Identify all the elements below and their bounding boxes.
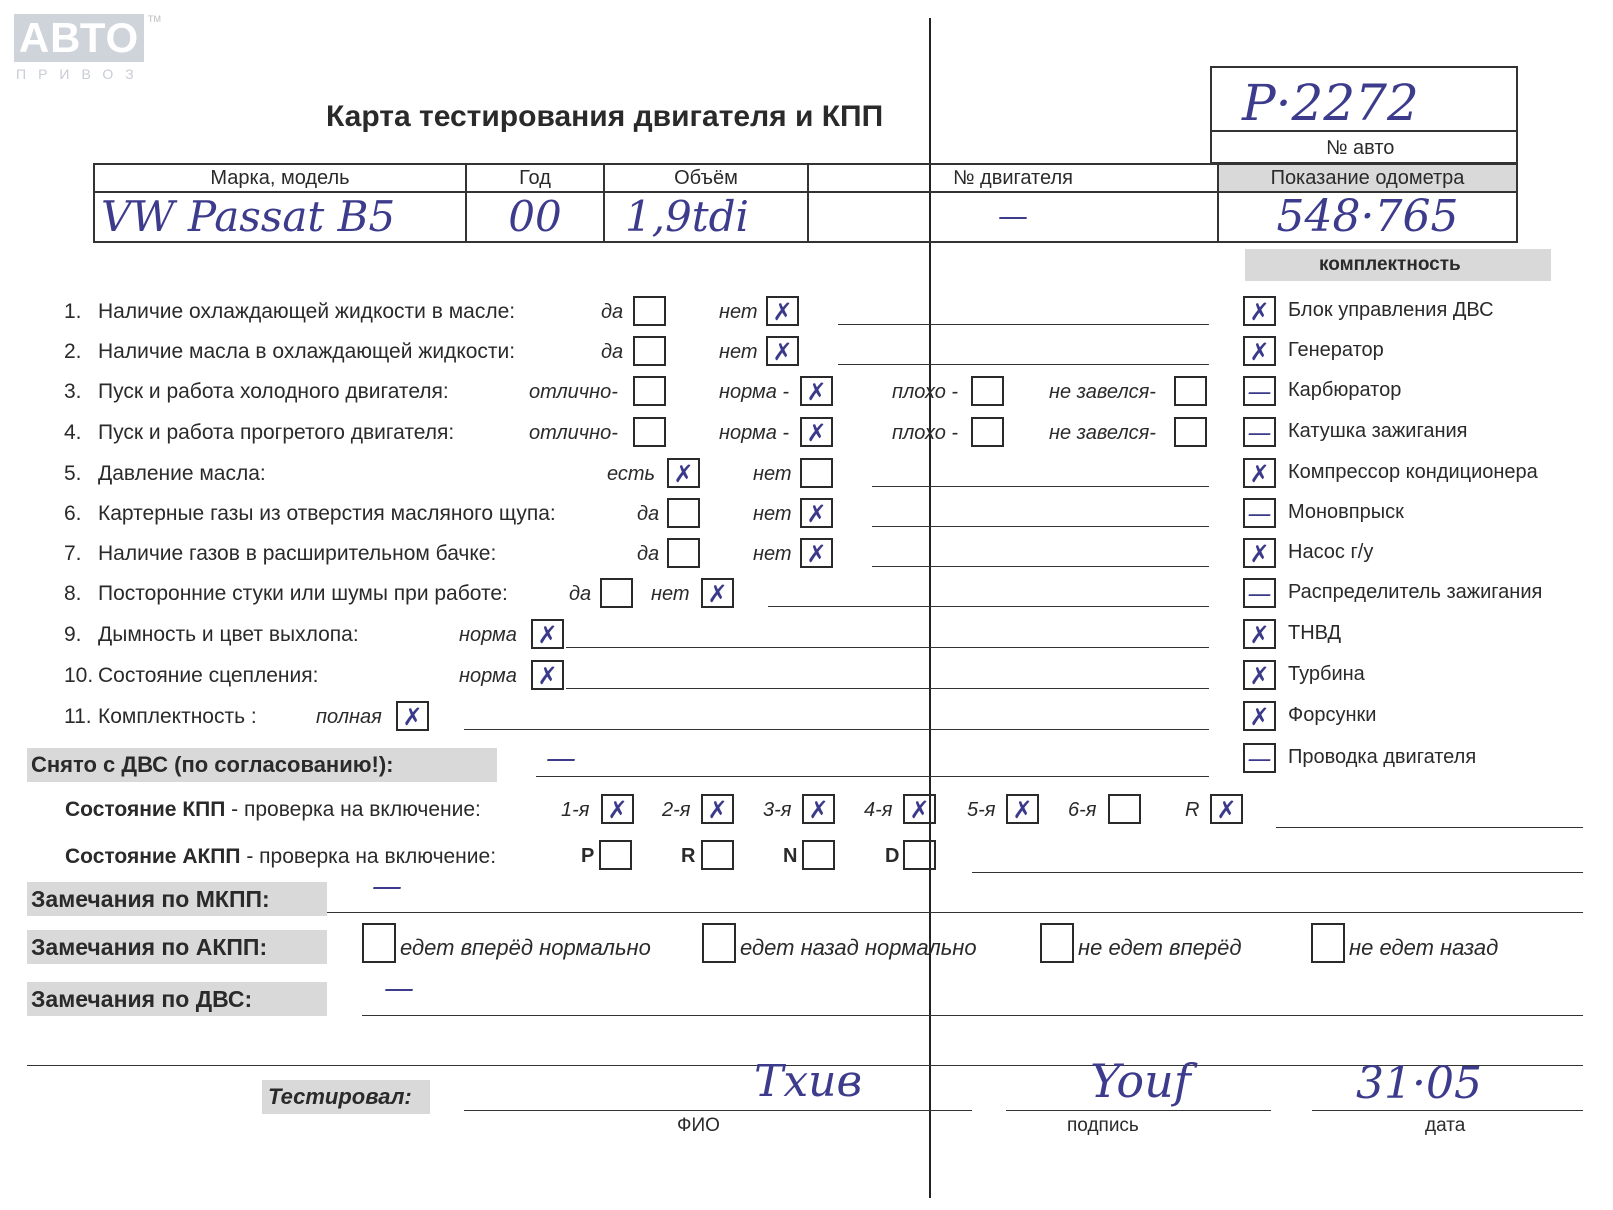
removed-line [536, 776, 1209, 777]
check-number: 1. [64, 300, 82, 323]
check-option-1-box-mark: ✗ [537, 621, 558, 649]
check-label: Комплектность : [98, 705, 257, 728]
check-option-1-box[interactable] [667, 458, 700, 488]
check-number: 7. [64, 542, 82, 565]
check-option-2-box[interactable] [701, 578, 734, 608]
check-label: Наличие масла в охлаждающей жидкости: [98, 340, 516, 363]
check-option-1-box-mark: ✗ [537, 662, 558, 690]
check-option-2-box[interactable] [800, 417, 833, 447]
akpp-remark-checkbox[interactable] [1311, 923, 1345, 963]
check-option-1: да [601, 341, 624, 363]
kpp-gear-label: 5-я [967, 799, 996, 821]
kpp-gear-label: 2-я [662, 799, 691, 821]
check-number: 9. [64, 623, 82, 646]
check-option-2: нет [719, 301, 758, 323]
kit-item-label: Блок управления ДВС [1288, 299, 1494, 321]
kit-checkbox-mark: ✗ [1249, 540, 1270, 568]
kit-checkbox-mark: — [1247, 580, 1272, 608]
akpp-position-checkbox[interactable] [903, 840, 936, 870]
check-option-3: плохо - [892, 381, 959, 403]
check-label: Пуск и работа холодного двигателя: [98, 380, 449, 403]
akpp-remark-option-label: не едет вперёд [1078, 935, 1242, 960]
akpp-remark-option-label: едет вперёд нормально [400, 935, 651, 960]
volume-value [604, 192, 808, 242]
col-year-header: Год [466, 164, 604, 192]
kit-item-label: Распределитель зажигания [1288, 581, 1543, 603]
kpp-gear-label: 1-я [561, 799, 590, 821]
check-label: Посторонние стуки или шумы при работе: [98, 582, 508, 605]
check-option-2: нет [753, 463, 792, 485]
check-number: 2. [64, 340, 82, 363]
check-option-4: не завелся- [1049, 422, 1156, 444]
check-option-1-box[interactable] [531, 660, 564, 690]
akpp-remark-checkbox[interactable] [362, 923, 396, 963]
signature: Youf [1090, 1054, 1191, 1108]
page-title: Карта тестирования двигателя и КПП [326, 100, 884, 133]
check-number: 6. [64, 502, 82, 525]
check-notes-line [768, 606, 1209, 607]
check-option-1: есть [607, 463, 656, 485]
check-number: 8. [64, 582, 82, 605]
kpp-gear-checkbox[interactable] [802, 794, 835, 824]
kpp-gear-label: 6-я [1068, 799, 1097, 821]
akpp-remark-option-label: едет назад нормально [740, 935, 977, 960]
check-option-2-box[interactable] [766, 336, 799, 366]
check-number: 10. [64, 664, 94, 687]
removed-value: — [546, 741, 576, 776]
kit-checkbox-mark: ✗ [1249, 662, 1270, 690]
akpp-position-checkbox[interactable] [599, 840, 632, 870]
kit-checkbox[interactable] [1243, 538, 1276, 568]
kit-checkbox-mark: ✗ [1249, 460, 1270, 488]
check-option-2-box[interactable] [766, 296, 799, 326]
check-option-3-box[interactable] [971, 376, 1004, 406]
check-option-1-box[interactable] [531, 619, 564, 649]
akpp-remark-checkbox[interactable] [702, 923, 736, 963]
fio-line [464, 1110, 972, 1111]
kpp-gear-checkbox[interactable] [601, 794, 634, 824]
check-number: 4. [64, 421, 82, 444]
check-label: Наличие охлаждающей жидкости в масле: [98, 300, 516, 323]
kpp-gear-checkbox-mark: ✗ [1216, 796, 1237, 824]
kpp-gear-label: R [1185, 799, 1200, 821]
engine-value [808, 192, 1218, 242]
akpp-position-checkbox[interactable] [802, 840, 835, 870]
car-number-box [1210, 66, 1518, 164]
check-option-2-box-mark: ✗ [707, 580, 728, 608]
akpp-remark-checkbox[interactable] [1040, 923, 1074, 963]
check-notes-line [872, 526, 1209, 527]
check-option-1-box[interactable] [667, 498, 700, 528]
kit-checkbox[interactable] [1243, 498, 1276, 528]
engine-value-text: — [998, 199, 1028, 234]
kpp-gear-label: 3-я [763, 799, 792, 821]
akpp-position-label: N [783, 845, 798, 867]
vehicle-header-table [93, 163, 1518, 243]
kit-checkbox-mark: ✗ [1249, 621, 1270, 649]
remarks-akpp-label: Замечания по АКПП: [31, 934, 268, 960]
removed-label: Снято с ДВС (по согласованию!): [31, 752, 394, 777]
check-notes-line [872, 566, 1209, 567]
logo-tm: TM [148, 14, 161, 24]
logo [14, 14, 161, 84]
kpp-gear-checkbox[interactable] [1210, 794, 1243, 824]
check-option-2-box[interactable] [800, 458, 833, 488]
check-option-2-box-mark: ✗ [772, 338, 793, 366]
kit-checkbox[interactable] [1243, 296, 1276, 326]
kit-checkbox[interactable] [1243, 578, 1276, 608]
check-option-4: не завелся- [1049, 381, 1156, 403]
col-engine-header: № двигателя [808, 164, 1218, 192]
check-option-1: отлично- [529, 422, 618, 444]
check-option-1: норма [459, 665, 517, 687]
check-option-2: нет [753, 503, 792, 525]
date-label: дата [1425, 1115, 1466, 1136]
logo-text: АВТО [14, 14, 144, 62]
kit-checkbox-mark: ✗ [1249, 298, 1270, 326]
kpp-gear-checkbox-mark: ✗ [707, 796, 728, 824]
signature-line [1006, 1110, 1271, 1111]
odometer-value [1218, 192, 1517, 242]
car-number-label: № авто [1326, 137, 1395, 159]
kit-checkbox-mark: — [1247, 419, 1272, 447]
kit-checkbox[interactable] [1243, 417, 1276, 447]
check-notes-line [872, 486, 1209, 487]
kit-checkbox[interactable] [1243, 743, 1276, 773]
check-option-1: да [601, 301, 624, 323]
check-option-1: да [637, 503, 660, 525]
check-option-3: плохо - [892, 422, 959, 444]
kit-item-label: Насос г/у [1288, 541, 1374, 563]
check-option-1-box-mark: ✗ [402, 703, 423, 731]
akpp-position-label: R [681, 845, 696, 867]
tested-label: Тестировал: [268, 1084, 412, 1109]
remarks-dvs-line [362, 1015, 1583, 1016]
kit-checkbox[interactable] [1243, 376, 1276, 406]
check-option-2-box[interactable] [800, 498, 833, 528]
car-number-divider [1212, 130, 1516, 132]
kit-item-label: Форсунки [1288, 704, 1377, 726]
check-label: Пуск и работа прогретого двигателя: [98, 421, 455, 444]
kit-item-label: Карбюратор [1288, 379, 1402, 401]
check-option-1-box[interactable] [633, 417, 666, 447]
kpp-gear-label: 4-я [864, 799, 893, 821]
check-number: 5. [64, 462, 82, 485]
kpp-label-bold: Состояние КПП [65, 798, 226, 821]
kit-checkbox-mark: ✗ [1249, 703, 1270, 731]
kit-checkbox[interactable] [1243, 458, 1276, 488]
kit-checkbox[interactable] [1243, 619, 1276, 649]
remarks-mkpp-value: — [372, 869, 402, 904]
kit-item-label: Компрессор кондиционера [1288, 461, 1538, 483]
kpp-gear-checkbox-mark: ✗ [909, 796, 930, 824]
check-option-1-box[interactable] [633, 336, 666, 366]
check-option-2-box-mark: ✗ [806, 419, 827, 447]
check-option-1-box[interactable] [396, 701, 429, 731]
check-option-1: полная [316, 706, 382, 728]
check-option-1-box[interactable] [633, 296, 666, 326]
kpp-gear-checkbox[interactable] [903, 794, 936, 824]
make-value-text: VW Passat B5 [101, 192, 396, 241]
check-number: 11. [64, 705, 92, 728]
fio-label: ФИО [677, 1115, 720, 1136]
car-number-value: P·2272 [1242, 74, 1419, 132]
date-line [1312, 1110, 1583, 1111]
kit-item-label: Катушка зажигания [1288, 420, 1468, 442]
kpp-label [65, 799, 481, 820]
logo-subtext: ПРИВОЗ [16, 66, 146, 82]
akpp-label-rest: - проверка на включение: [240, 845, 497, 868]
kpp-gear-checkbox[interactable] [701, 794, 734, 824]
akpp-remark-option-label: не едет назад [1349, 935, 1499, 960]
kpp-gear-checkbox-mark: ✗ [808, 796, 829, 824]
check-option-2-box[interactable] [800, 376, 833, 406]
date-value: 31·05 [1356, 1058, 1482, 1109]
kit-checkbox-mark: — [1247, 500, 1272, 528]
check-option-2-box-mark: ✗ [806, 378, 827, 406]
check-option-4-box[interactable] [1174, 417, 1207, 447]
signature-label: подпись [1067, 1115, 1139, 1136]
kpp-gear-checkbox-mark: ✗ [607, 796, 628, 824]
kit-header [1245, 249, 1551, 281]
check-notes-line [566, 647, 1209, 648]
check-option-2-box-mark: ✗ [806, 500, 827, 528]
akpp-label-bold: Состояние АКПП [65, 845, 241, 868]
odometer-value-text: 548·765 [1276, 191, 1459, 242]
remarks-mkpp-line [327, 912, 1583, 913]
kit-item-label: Проводка двигателя [1288, 746, 1477, 768]
kit-checkbox[interactable] [1243, 660, 1276, 690]
akpp-position-label: P [581, 845, 595, 867]
kit-item-label: Турбина [1288, 663, 1365, 685]
col-volume-header: Объём [604, 164, 808, 192]
check-option-2: норма - [719, 422, 790, 444]
check-option-1-box[interactable] [633, 376, 666, 406]
check-option-1: да [637, 543, 660, 565]
check-label: Дымность и цвет выхлопа: [98, 623, 359, 646]
volume-value-text: 1,9tdi [625, 192, 749, 241]
kpp-line [1276, 827, 1583, 828]
check-label: Давление масла: [98, 462, 266, 485]
check-option-2-box-mark: ✗ [806, 540, 827, 568]
kit-item-label: Моновпрыск [1288, 501, 1404, 523]
kit-checkbox[interactable] [1243, 701, 1276, 731]
col-make-header: Марка, модель [94, 164, 466, 192]
akpp-label [65, 846, 496, 867]
kit-checkbox[interactable] [1243, 336, 1276, 366]
akpp-position-label: D [885, 845, 900, 867]
kpp-gear-checkbox[interactable] [1006, 794, 1039, 824]
kit-checkbox-mark: — [1247, 745, 1272, 773]
check-option-1: отлично- [529, 381, 618, 403]
col-odometer-header: Показание одометра [1218, 164, 1517, 192]
kit-checkbox-mark: — [1247, 378, 1272, 406]
check-option-2-box[interactable] [800, 538, 833, 568]
check-label: Наличие газов в расширительном бачке: [98, 542, 497, 565]
akpp-position-checkbox[interactable] [701, 840, 734, 870]
kpp-gear-checkbox[interactable] [1108, 794, 1141, 824]
kit-header-label: комплектность [1319, 254, 1461, 275]
remarks-dvs-label: Замечания по ДВС: [31, 986, 253, 1012]
kpp-gear-checkbox-mark: ✗ [1012, 796, 1033, 824]
remarks-mkpp-label: Замечания по МКПП: [31, 886, 270, 912]
check-option-4-box[interactable] [1174, 376, 1207, 406]
kpp-label-rest: - проверка на включение: [225, 798, 481, 821]
fio-signature: Тхив [754, 1056, 863, 1107]
check-option-1: да [569, 583, 592, 605]
check-notes-line [566, 688, 1209, 689]
check-notes-line [838, 364, 1209, 365]
check-option-2: нет [651, 583, 690, 605]
check-label: Состояние сцепления: [98, 664, 319, 687]
check-option-2: нет [753, 543, 792, 565]
check-notes-line [838, 324, 1209, 325]
check-option-1-box[interactable] [600, 578, 633, 608]
check-option-1: норма [459, 624, 517, 646]
check-notes-line [464, 729, 1209, 730]
year-value-text: 00 [508, 192, 562, 241]
check-option-1-box-mark: ✗ [673, 460, 694, 488]
make-value [94, 192, 466, 242]
akpp-line [972, 872, 1583, 873]
kit-item-label: ТНВД [1288, 622, 1342, 644]
check-option-2-box-mark: ✗ [772, 298, 793, 326]
check-option-3-box[interactable] [971, 417, 1004, 447]
year-value [466, 192, 604, 242]
check-label: Картерные газы из отверстия масляного щупа: [98, 502, 556, 525]
check-option-1-box[interactable] [667, 538, 700, 568]
kit-item-label: Генератор [1288, 339, 1384, 361]
check-option-2: нет [719, 341, 758, 363]
check-option-2: норма - [719, 381, 790, 403]
remarks-dvs-value: — [384, 971, 414, 1006]
kit-checkbox-mark: ✗ [1249, 338, 1270, 366]
check-number: 3. [64, 380, 82, 403]
